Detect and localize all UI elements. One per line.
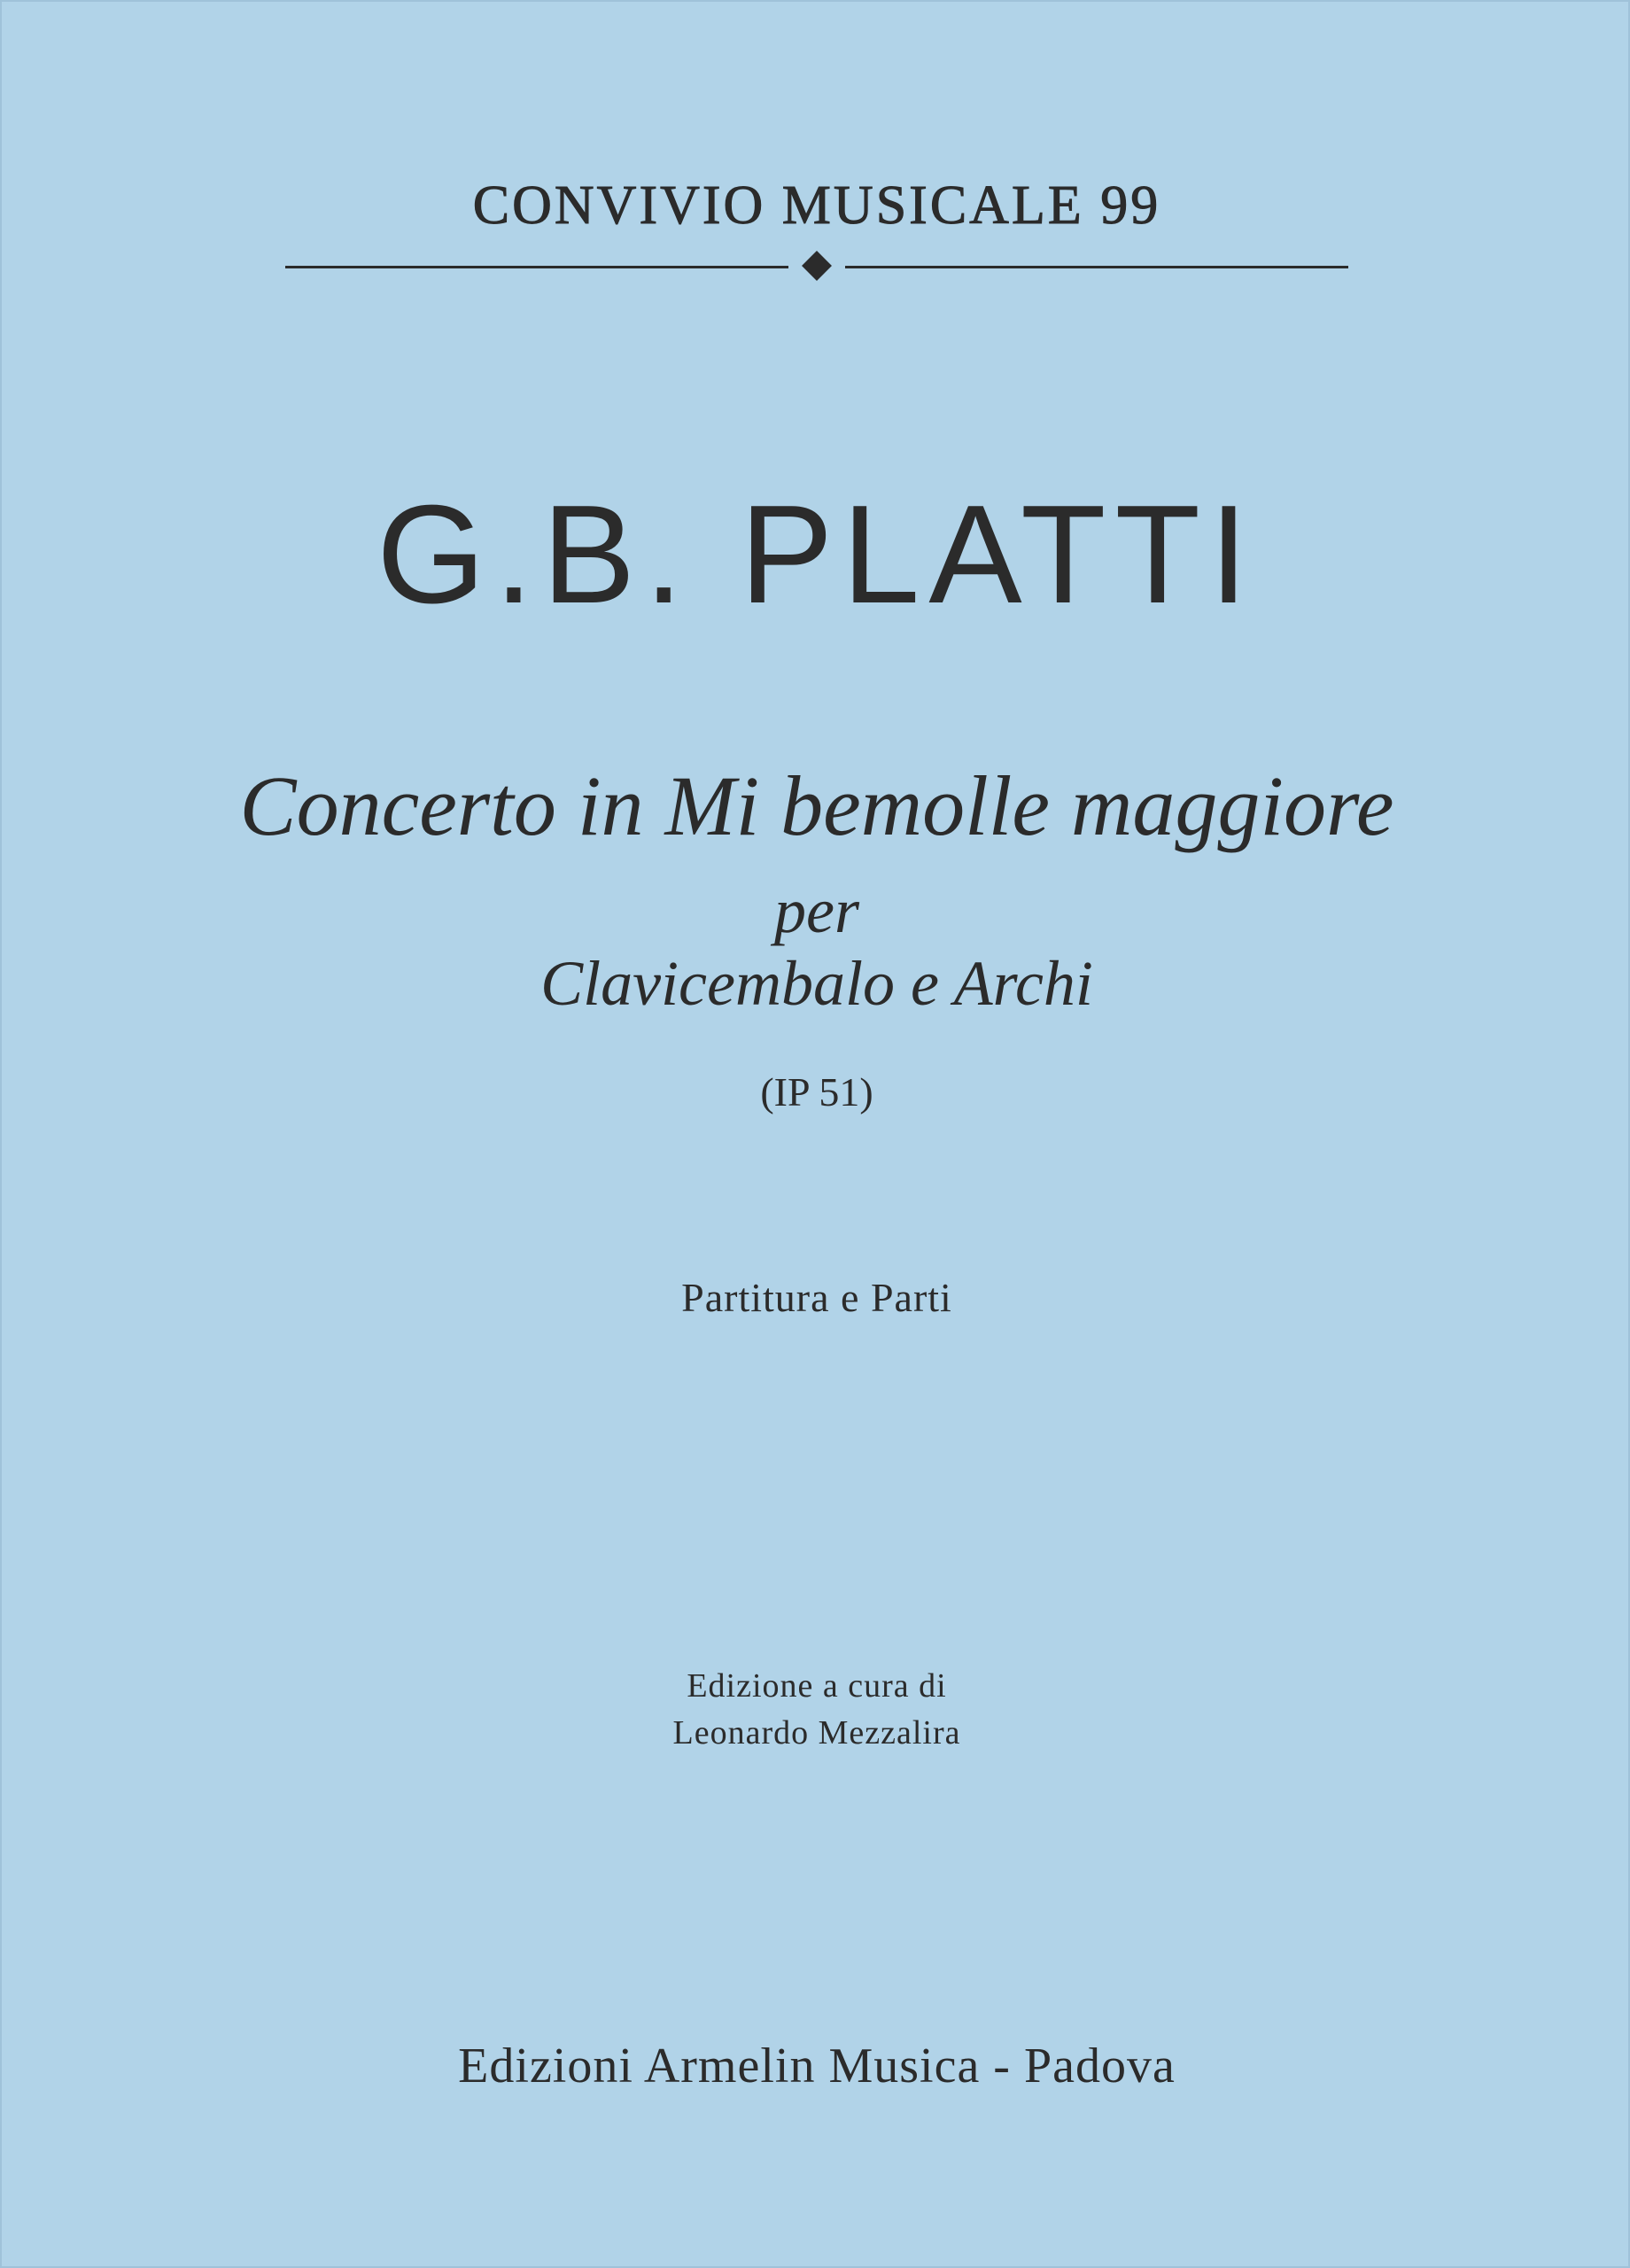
publisher: Edizioni Armelin Musica - Padova — [458, 2039, 1176, 2093]
work-per: per — [774, 875, 859, 946]
diamond-ornament-icon — [802, 251, 832, 281]
catalog-number: (IP 51) — [760, 1069, 873, 1115]
work-instruments: Clavicembalo e Archi — [540, 948, 1093, 1019]
work-title: Concerto in Mi bemolle maggiore — [239, 758, 1394, 853]
right-divider-line — [845, 266, 1348, 268]
content-type: Partitura e Parti — [681, 1275, 952, 1320]
left-divider-line — [285, 266, 788, 268]
editor-label: Edizione a cura di — [687, 1667, 947, 1705]
composer-name: G.B. PLATTI — [376, 477, 1257, 633]
editor-name: Leonardo Mezzalira — [672, 1714, 961, 1751]
series-title: CONVIVIO MUSICALE 99 — [472, 175, 1161, 236]
